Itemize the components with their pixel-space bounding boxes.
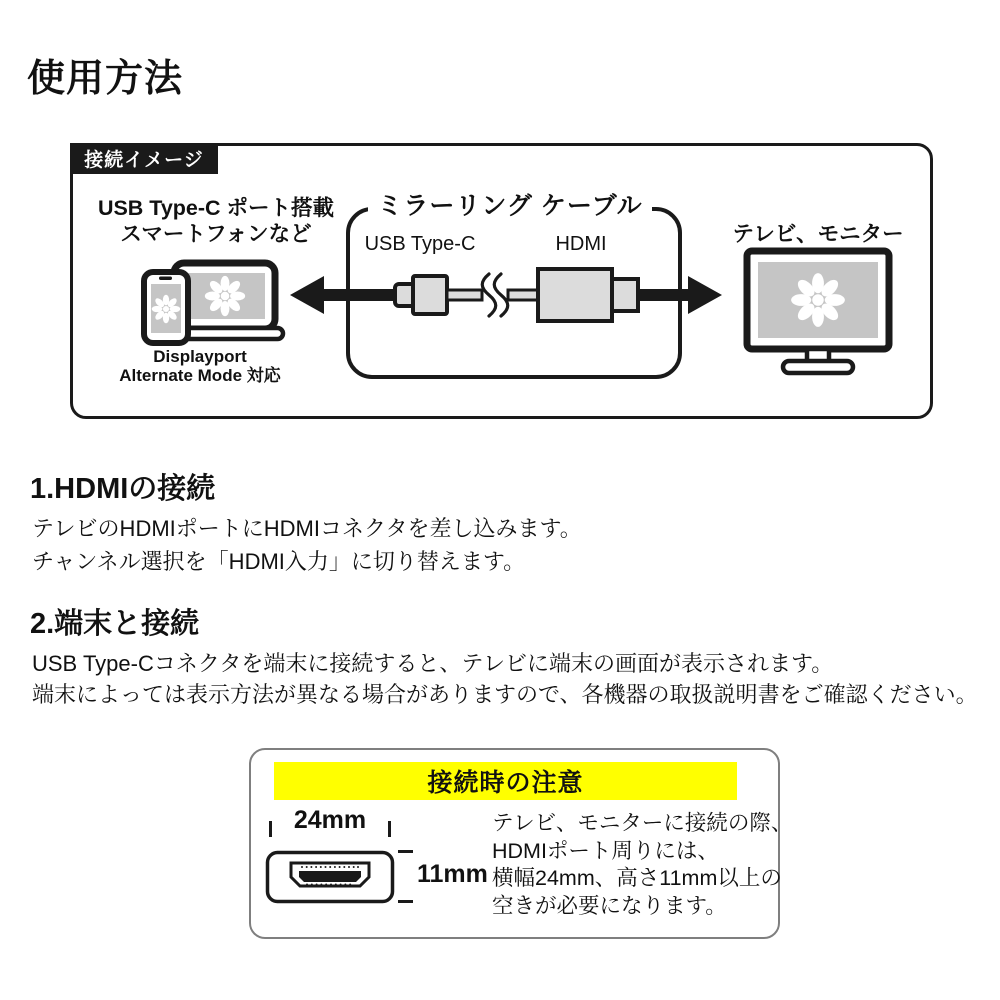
section-2-line-1: USB Type-Cコネクタを端末に接続すると、テレビに端末の画面が表示されます。: [32, 651, 834, 676]
notice-text-line-1: テレビ、モニターに接続の際、: [492, 811, 793, 835]
connection-diagram-box: [70, 143, 933, 419]
smartphone-icon: [144, 272, 188, 343]
section-1-line-2: チャンネル選択を「HDMI入力」に切り替えます。: [32, 549, 526, 574]
width-tick-right: [388, 821, 391, 837]
diagram-tab-label: 接続イメージ: [70, 143, 218, 174]
flower-icon: [791, 273, 845, 327]
port-width-label: 24mm: [293, 806, 367, 834]
hdmi-connector-icon: [538, 269, 638, 321]
notice-text: [492, 810, 793, 920]
page-title: 使用方法: [27, 58, 184, 100]
source-device-label-line2: スマートフォンなど: [120, 222, 312, 246]
cable-break-icon: [482, 274, 508, 316]
cable-segment: [447, 290, 482, 300]
section-2-line-2: 端末によっては表示方法が異なる場合がありますので、各機器の取扱説明書をご確認ください。: [32, 682, 978, 707]
cable-title: ミラーリング ケーブル: [368, 186, 651, 222]
notice-text-line-2: HDMIポート周りには、: [492, 838, 719, 863]
left-arrow-icon: [290, 276, 398, 314]
height-tick-bottom: [398, 900, 413, 903]
height-tick-top: [398, 850, 413, 853]
source-device-caption: [100, 347, 300, 385]
flower-icon: [152, 295, 181, 324]
source-device-label: [86, 195, 346, 247]
cable-segment: [508, 290, 538, 300]
section-1-line-1: テレビのHDMIポートにHDMIコネクタを差し込みます。: [32, 516, 582, 541]
width-tick-left: [269, 821, 272, 837]
hdmi-label: HDMI: [555, 233, 607, 255]
notice-text-line-3: 横幅24mm、高さ11mm以上の: [492, 866, 782, 890]
source-device-caption-line2: Alternate Mode 対応: [119, 366, 281, 385]
cable-title-wrap: [346, 186, 674, 222]
section-2-heading: 2.端末と接続: [30, 608, 200, 640]
notice-text-line-4: 空きが必要になります。: [492, 893, 727, 918]
tv-icon: [743, 247, 893, 381]
notice-box: [249, 748, 793, 939]
usb-type-c-label: USB Type-C: [364, 233, 476, 255]
source-device-caption-line1: Displayport: [153, 347, 247, 366]
source-devices-icon: [141, 259, 286, 347]
hdmi-port-icon: [265, 850, 395, 904]
flower-icon: [205, 276, 245, 316]
source-device-label-line1: USB Type-C ポート搭載: [97, 196, 335, 220]
display-label: テレビ、モニター: [732, 222, 904, 246]
section-1-heading: 1.HDMIの接続: [30, 473, 216, 505]
notice-title: 接続時の注意: [274, 762, 737, 800]
cable-illustration: [286, 265, 726, 323]
right-arrow-icon: [638, 276, 722, 314]
usb-c-connector-icon: [395, 276, 447, 314]
port-height-label: 11mm: [417, 860, 488, 888]
